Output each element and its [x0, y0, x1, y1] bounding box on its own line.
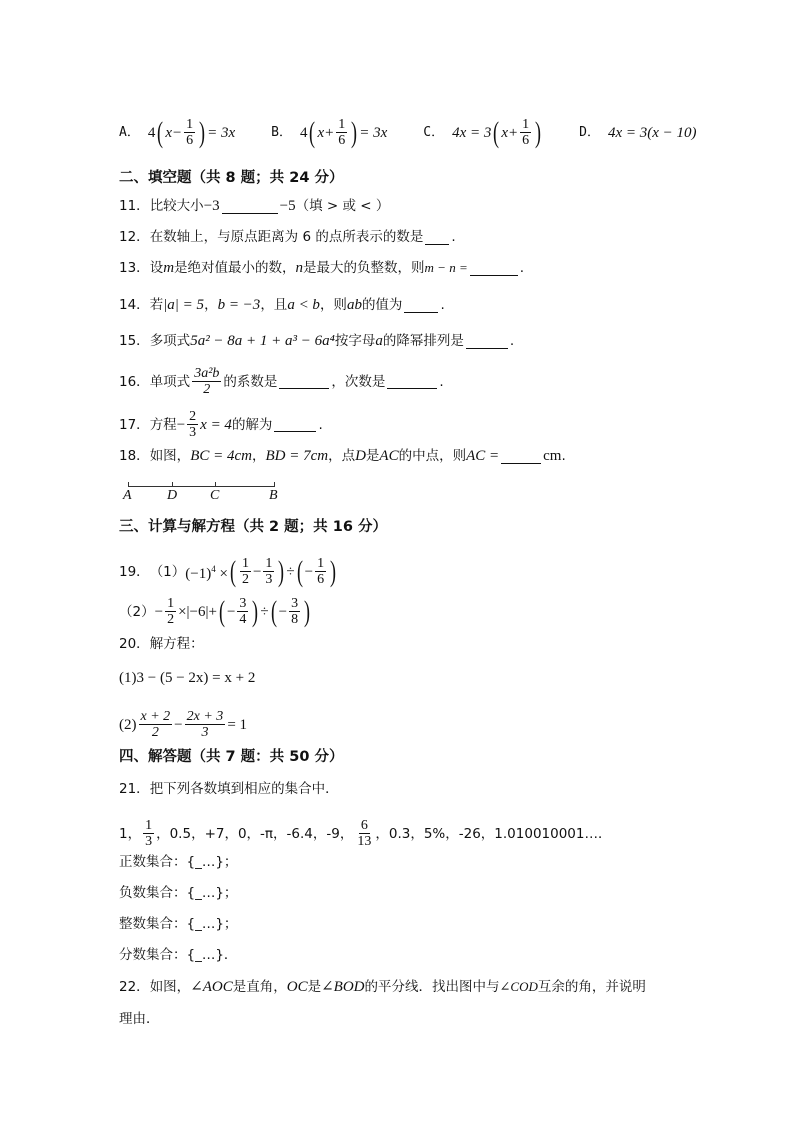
- set-positive: 正数集合： {_…}；: [119, 854, 238, 870]
- tick-d: [172, 482, 173, 487]
- label-c: C: [210, 488, 220, 503]
- question-22-line2: 理由．: [119, 1011, 160, 1027]
- answer-blank-degree[interactable]: [387, 374, 437, 389]
- set-fraction: 分数集合： {_…}．: [119, 947, 238, 963]
- line-segment: [128, 486, 274, 487]
- question-13: 13． 设 m 是绝对值最小的数， n 是最大的负整数，则 m − n = .: [119, 260, 525, 276]
- set-negative: 负数集合： {_…}；: [119, 885, 238, 901]
- section2-heading: 二、填空题（共 8 题；共 24 分）: [119, 170, 344, 186]
- tick-a: [128, 482, 129, 487]
- tick-b: [274, 482, 275, 487]
- fraction: $\frac{6}{13}$: [357, 818, 372, 849]
- question-11: 11． 比较大小 −3 −5 （填 > 或 < ）: [119, 198, 390, 214]
- answer-blank[interactable]: [425, 230, 449, 245]
- fraction: $\frac{1}{6}$: [522, 117, 530, 148]
- set-input[interactable]: {_…}．: [186, 947, 238, 963]
- question-22: 22． 如图， ∠AOC 是直角， OC 是 ∠BOD 的平分线．找出图中与 ∠COD 互余的角，并说明: [119, 979, 646, 995]
- label-b: B: [269, 488, 278, 503]
- set-input[interactable]: {_…}；: [186, 885, 238, 901]
- question-20-part2: (2) $\frac{x + 2}{2}$ − $\frac{2x + 3}{3}$ = 1: [119, 709, 248, 740]
- option-a: A． 4 ( x− $\frac{1}{6}$ ) = 3x: [119, 115, 236, 149]
- answer-blank[interactable]: [404, 298, 438, 313]
- section3-heading: 三、计算与解方程（共 2 题；共 16 分）: [119, 519, 387, 535]
- question-20-part1: (1)3 − (5 − 2x) = x + 2: [119, 670, 256, 686]
- set-input[interactable]: {_…}；: [186, 854, 238, 870]
- option-c: C． 4x = 3 ( x+ $\frac{1}{6}$ ): [423, 115, 542, 149]
- question-15: 15． 多项式 5a² − 8a + 1 + a³ − 6a⁴ 按字母 a 的降幂排列是 .: [119, 333, 515, 349]
- fraction: $\frac{1}{3}$: [145, 818, 153, 849]
- section4-heading: 四、解答题（共 7 题：共 50 分）: [119, 749, 344, 765]
- fraction: $\frac{\text{3a²b}}{2}$: [194, 366, 220, 397]
- tick-c: [215, 482, 216, 487]
- question-19-part1: 19． （1） $(-1)^4$ × ( $\frac{1}{2}$ − $\frac{1}{3}$ ) ÷ ( − $\frac{1}{6}$ ): [119, 554, 337, 588]
- q10-options: [119, 117, 733, 148]
- question-16: 16． 单项式 $\frac{\text{3a²b}}{2}$ 的系数是 ，次数是 .: [119, 366, 444, 397]
- question-18: 18． 如图， BC = 4cm ， BD = 7cm ，点 D 是 AC 的中点，则 AC = cm .: [119, 448, 566, 464]
- label-a: A: [123, 488, 132, 503]
- label-d: D: [167, 488, 178, 503]
- question-21-numbers: 1， $\frac{1}{3}$ ，0.5，+7，0，-π，-6.4，-9， $\frac{6}{13}$ ，0.3，5%，-26，1.010010001…．: [119, 818, 612, 849]
- answer-blank[interactable]: [501, 449, 541, 464]
- question-17: 17． 方程 − $\frac{2}{3}$ x = 4 的解为 .: [119, 409, 323, 440]
- fraction: $\frac{x + 2}{2}$: [140, 709, 171, 740]
- answer-blank-coefficient[interactable]: [279, 374, 329, 389]
- fraction: $\frac{2x + 3}{3}$: [186, 709, 224, 740]
- set-integer: 整数集合： {_…}；: [119, 916, 238, 932]
- fraction: $\frac{1}{6}$: [186, 117, 194, 148]
- answer-blank[interactable]: [274, 417, 316, 432]
- answer-blank[interactable]: [470, 261, 518, 276]
- answer-blank[interactable]: [466, 334, 508, 349]
- question-21: 21． 把下列各数填到相应的集合中．: [119, 781, 339, 797]
- set-input[interactable]: {_…}；: [186, 916, 238, 932]
- option-b: B． 4 ( x+ $\frac{1}{6}$ ) = 3x: [271, 115, 388, 149]
- fraction: $\frac{1}{6}$: [338, 117, 346, 148]
- answer-blank[interactable]: [222, 199, 278, 214]
- question-19-part2: （2） − $\frac{1}{2}$ ×|−6|+ ( − $\frac{3}{4}$ ) ÷ ( − $\frac{3}{8}$ ): [119, 594, 311, 628]
- fraction: $\frac{2}{3}$: [189, 409, 197, 440]
- question-12: 12． 在数轴上，与原点距离为 6 的点所表示的数是 .: [119, 229, 456, 245]
- question-20: 20． 解方程：: [119, 636, 204, 652]
- question-14: 14． 若 |a| = 5 ， b = −3 ，且 a < b ，则 ab 的值为 .: [119, 297, 445, 313]
- option-d: D． 4x = 3(x − 10): [579, 124, 697, 141]
